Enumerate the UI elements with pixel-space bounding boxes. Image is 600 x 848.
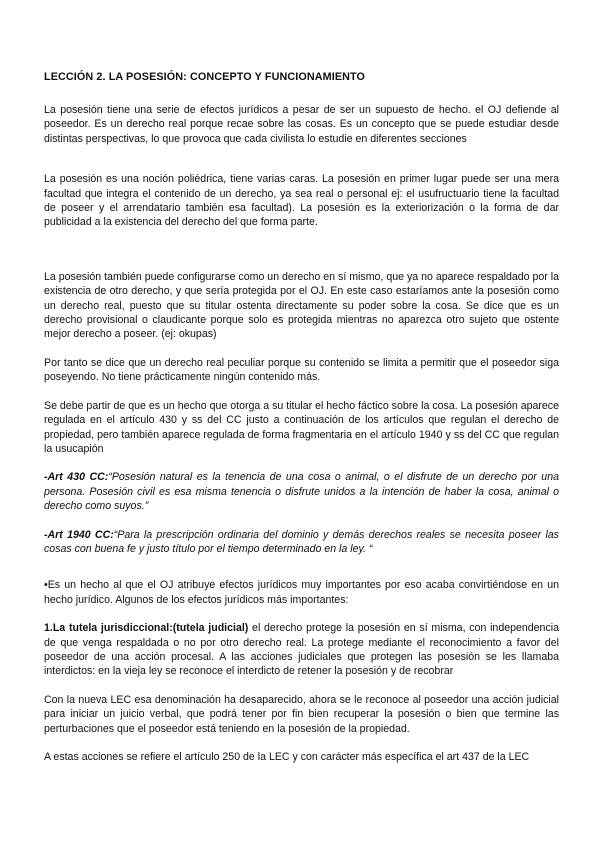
judicial-protection-text: el derecho protege la posesión en sí misma, con independencia de que venga respaldada o no por otro derecho real. La protege mediante el reconocimiento a favor del poseedor de una acción procesal. A las acciones judiciales que protegen las posesión se les llamaba interdictos: en la vieja ley se reconoce el interdicto de retener la posesión y de recobrar (44, 622, 559, 678)
quote-art-430 (44, 470, 559, 513)
paragraph-polyhedral: La posesión es una noción poliédrica, tiene varias caras. La posesión en primer lugar puede ser una mera facultad que integra el contenido de un derecho, ya sea real o personal ej: el usufructuario tiene la facultad de poseer y el arrendatario también esa facultad). La posesión es la exteriorización o la forma de dar publicidad a la existencia del derecho del que forma parte. (44, 173, 559, 229)
paragraph-article-250: A estas acciones se refiere el artículo 250 de la LEC y con carácter más específica el art 437 de la LEC (44, 751, 530, 763)
paragraph-intro: La posesión tiene una serie de efectos jurídicos a pesar de ser un supuesto de hecho. el OJ defiende al poseedor. Es un derecho real porque recae sobre las cosas. Es un concepto que se puede estudiar desde distintas perspectivas, lo que provoca que cada civilista lo estudie en diferentes secciones (44, 104, 559, 145)
lesson-title: LECCIÓN 2. LA POSESIÓN: CONCEPTO Y FUNCIONAMIENTO (44, 71, 366, 83)
quote-art-1940-label: -Art 1940 CC: (44, 528, 114, 541)
judicial-protection-heading: 1.La tutela jurisdiccional:(tutela judicial) (44, 622, 249, 635)
quote-art-430-label: -Art 430 CC: (44, 471, 109, 484)
paragraph-legal-effects-text: Es un hecho al que el OJ atribuye efectos jurídicos muy importantes por eso acaba convirtiéndose en un hecho jurídico. Algunos de los efectos jurídicos más importantes: (44, 579, 559, 606)
bullet-marker: • (44, 579, 48, 592)
paragraph-legal-effects (44, 578, 559, 607)
paragraph-peculiar-right: Por tanto se dice que un derecho real peculiar porque su contenido se limita a permitir que el poseedor siga poseyendo. No tiene prácticamente ningún contenido más. (44, 356, 559, 384)
paragraph-regulation: Se debe partir de que es un hecho que otorga a su titular el hecho fáctico sobre la cosa. La posesión aparece regulada en el artículo 430 y ss del CC justo a continuación de los artículos que regulan el derecho de propiedad, pero también aparece regulada de forma fragmentaria en el artículo 1940 y ss del CC que regulan la usucapión (44, 399, 559, 455)
quote-art-1940-text: “Para la prescripción ordinaria del dominio y demás derechos reales se necesita poseer las cosas con buena fe y justo título por el tiempo determinado en la ley. “ (44, 528, 559, 555)
quote-art-430-text: “Posesión natural es la tenencia de una cosa o animal, o el disfrute de un derecho por una persona. Posesión civil es esa misma tenencia o disfrute unidos a la intención de haber la cosa, animal o derecho como suyos.” (44, 471, 559, 513)
paragraph-new-lec: Con la nueva LEC esa denominación ha desaparecido, ahora se le reconoce al poseedor una acción judicial para iniciar un juicio verbal, que podrá tener por fin bien recuperar la posesión o bien que termine las perturbaciones que el poseedor está teniendo en la posesión de la propiedad. (44, 693, 559, 735)
quote-art-1940 (44, 528, 559, 557)
paragraph-right-itself: La posesión también puede configurarse como un derecho en sí mismo, que ya no aparece respaldado por la existencia de otro derecho, y que sería protegida por el OJ. En este caso estaríamos ante la posesión como un derecho real, puesto que su titular ostenta directamente su poder sobre la cosa. Se dice que es un derecho provisional o claudicante porque solo es protegida mientras no aparezca otro sujeto que ostente mejor derecho a poseer. (ej: okupas) (44, 270, 559, 341)
document-body (44, 70, 559, 778)
paragraph-judicial-protection (44, 621, 559, 679)
